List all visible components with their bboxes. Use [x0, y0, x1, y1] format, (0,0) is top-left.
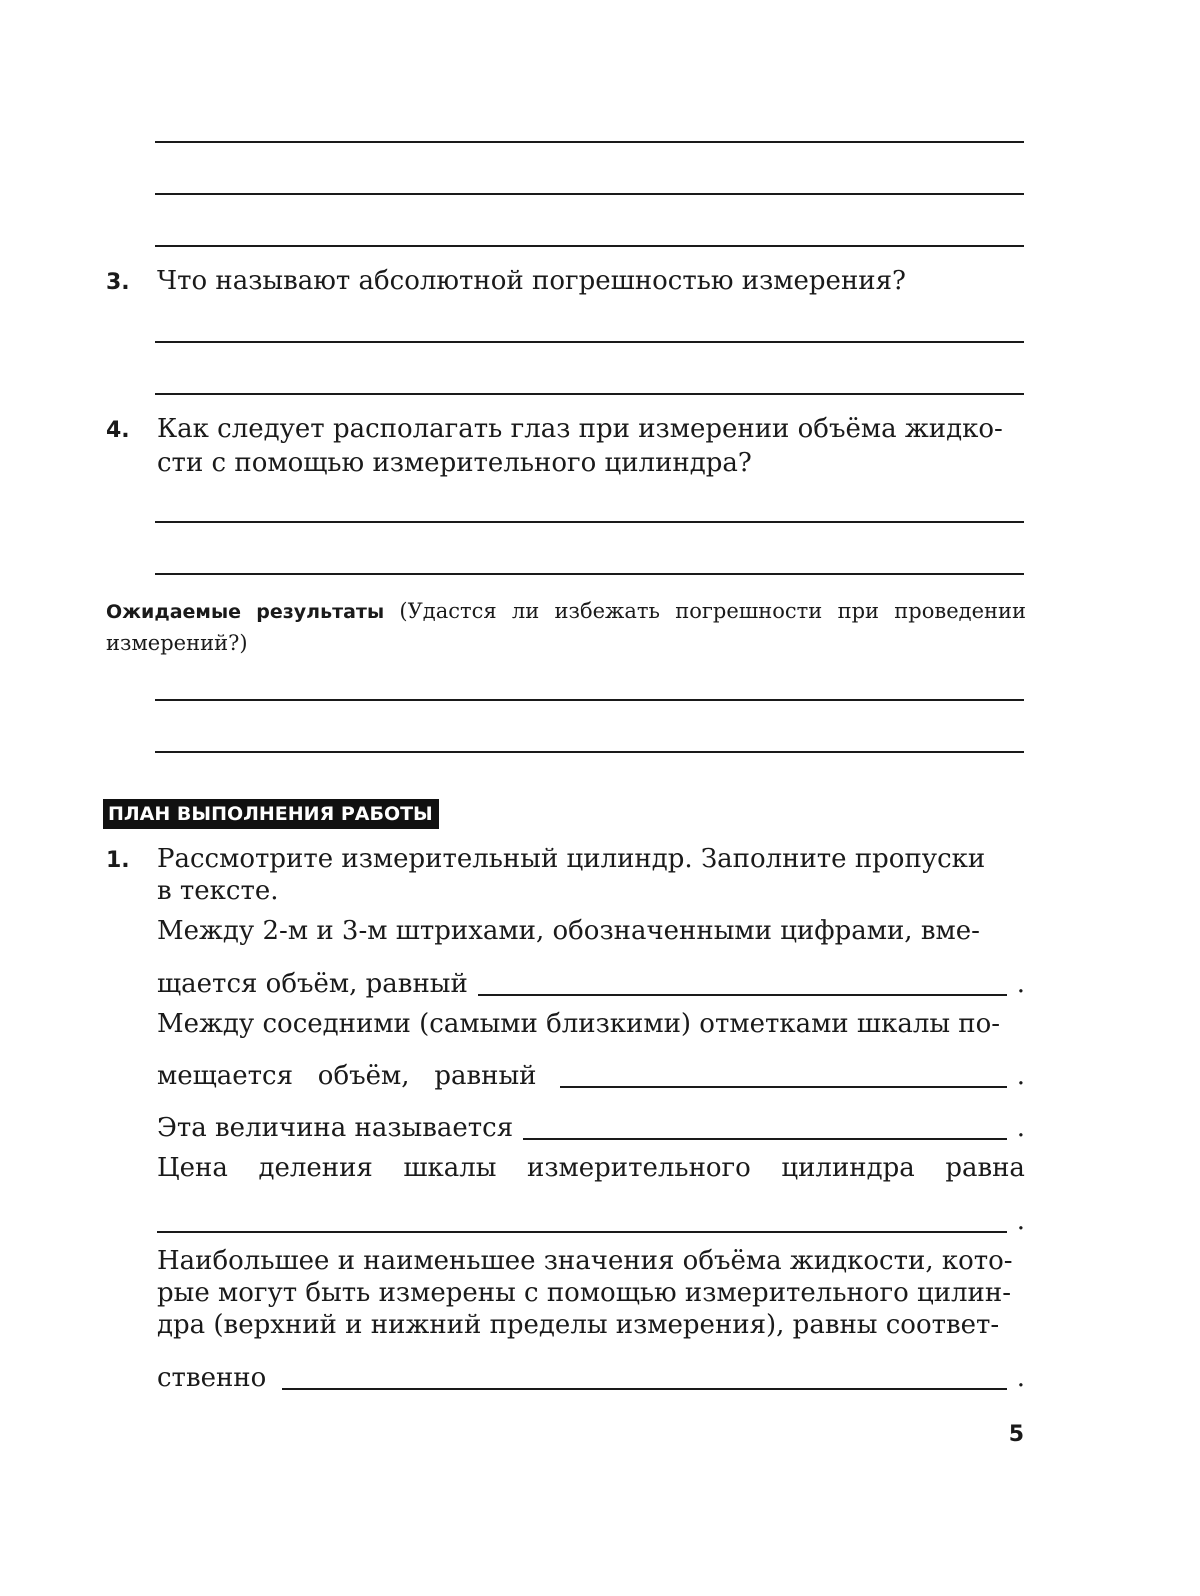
answer-line[interactable] — [155, 193, 1024, 195]
sentence-2-line-2: мещается объём, равный — [157, 1061, 537, 1091]
sentence-1-line-1: Между 2-м и 3-м штрихами, обозначенными цифрами, вме- — [157, 916, 980, 946]
sentence-5-fill-row — [157, 1358, 1025, 1398]
sentence-5-line-3: дра (верхний и нижний пределы измерения), равны соответ- — [157, 1310, 1000, 1340]
sentence-1-line-2: щается объём, равный — [157, 969, 468, 999]
sentence-2-line-1: Между соседними (самыми близкими) отметками шкалы по- — [157, 1009, 1001, 1039]
period: . — [1016, 1363, 1025, 1393]
answer-line[interactable] — [155, 521, 1024, 523]
answer-line[interactable] — [155, 341, 1024, 343]
answer-line[interactable] — [155, 751, 1024, 753]
question-4-line-1: Как следует располагать глаз при измерении объёма жидко- — [157, 414, 1003, 444]
sentence-5-line-1: Наибольшее и наименьшее значения объёма жидкости, кото- — [157, 1246, 1013, 1276]
step-1-number: 1. — [106, 848, 130, 873]
word: равна — [945, 1153, 1025, 1183]
sentence-3-fill-row — [157, 1108, 1025, 1148]
period: . — [1016, 969, 1025, 999]
step-1-intro-line-1: Рассмотрите измерительный цилиндр. Заполните пропуски — [157, 844, 986, 874]
sentence-1-fill-row — [157, 964, 1025, 1004]
period: . — [1016, 1061, 1025, 1091]
word: измерительного — [527, 1153, 751, 1183]
expected-results-question: (Удастся ли избежать погрешности при проведении измерений?) — [106, 599, 1026, 655]
question-4-line-2: сти с помощью измерительного цилиндра? — [157, 448, 752, 478]
question-3-number: 3. — [106, 270, 130, 295]
sentence-2-fill-row — [157, 1056, 1025, 1096]
sentence-4-line-1 — [157, 1148, 1025, 1188]
fill-blank[interactable] — [478, 994, 1007, 996]
sentence-5-line-4: ственно — [157, 1363, 267, 1393]
answer-line[interactable] — [155, 393, 1024, 395]
answer-line[interactable] — [155, 245, 1024, 247]
fill-blank[interactable] — [282, 1388, 1007, 1390]
section-heading: ПЛАН ВЫПОЛНЕНИЯ РАБОТЫ — [103, 799, 439, 829]
expected-results-label: Ожидаемые результаты — [106, 601, 385, 623]
step-1-intro-line-2: в тексте. — [157, 876, 279, 906]
expected-results — [106, 596, 1026, 659]
question-4-number: 4. — [106, 418, 130, 443]
word: Цена — [157, 1153, 228, 1183]
answer-line[interactable] — [155, 573, 1024, 575]
fill-blank[interactable] — [157, 1231, 1007, 1233]
answer-line[interactable] — [155, 141, 1024, 143]
sentence-5-line-2: рые могут быть измерены с помощью измерительного цилин- — [157, 1278, 1012, 1308]
sentence-4-fill-row — [157, 1201, 1025, 1241]
fill-blank[interactable] — [560, 1086, 1007, 1088]
period: . — [1016, 1206, 1025, 1236]
fill-blank[interactable] — [523, 1138, 1007, 1140]
page-number: 5 — [1008, 1422, 1024, 1447]
period: . — [1016, 1113, 1025, 1143]
question-3-text: Что называют абсолютной погрешностью измерения? — [157, 266, 906, 296]
word: деления — [258, 1153, 373, 1183]
answer-line[interactable] — [155, 699, 1024, 701]
word: цилиндра — [781, 1153, 915, 1183]
word: шкалы — [403, 1153, 497, 1183]
sentence-3-text: Эта величина называется — [157, 1113, 514, 1143]
